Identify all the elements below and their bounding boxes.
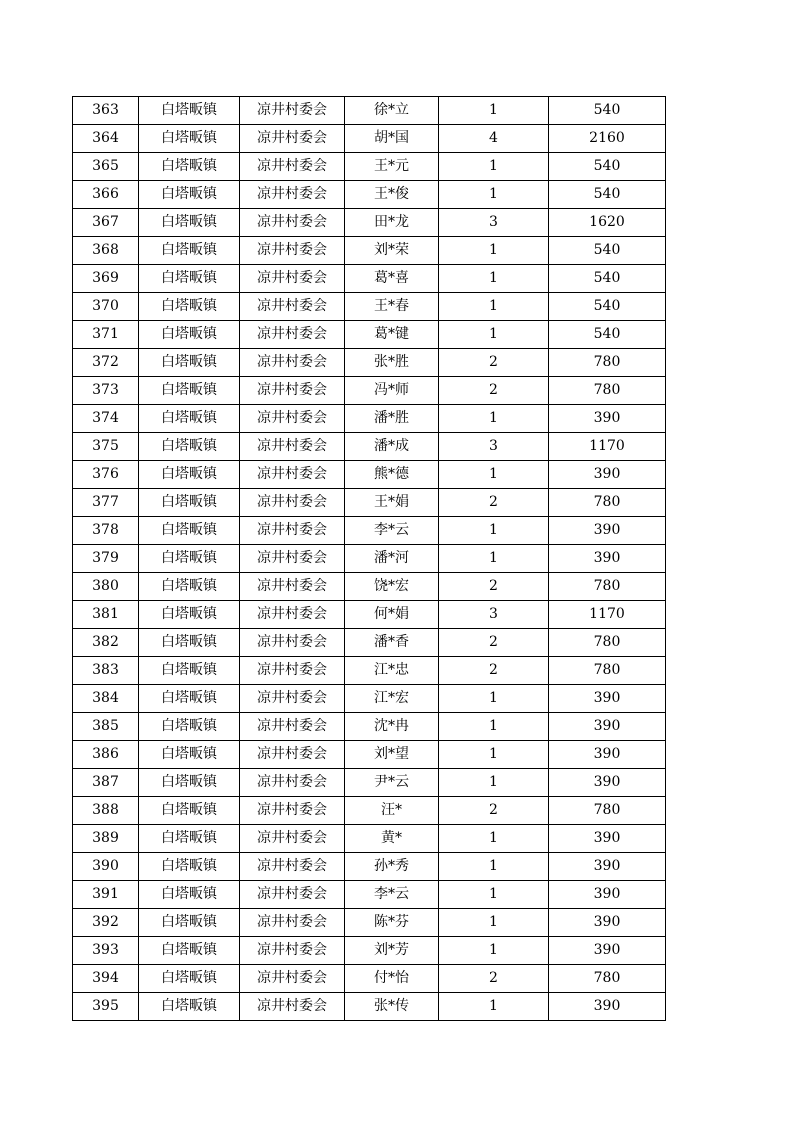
household-count-cell: 1 <box>439 293 549 321</box>
row-number-cell: 374 <box>73 405 139 433</box>
village-cell: 凉井村委会 <box>240 181 345 209</box>
town-cell: 白塔畈镇 <box>139 209 240 237</box>
village-cell: 凉井村委会 <box>240 153 345 181</box>
row-number-cell: 367 <box>73 209 139 237</box>
person-name-cell: 黄* <box>345 825 439 853</box>
village-cell: 凉井村委会 <box>240 517 345 545</box>
town-cell: 白塔畈镇 <box>139 321 240 349</box>
row-number-cell: 377 <box>73 489 139 517</box>
person-name-cell: 冯*师 <box>345 377 439 405</box>
row-number-cell: 376 <box>73 461 139 489</box>
table-row <box>73 461 666 489</box>
amount-cell: 390 <box>549 825 666 853</box>
household-count-cell: 2 <box>439 797 549 825</box>
amount-cell: 780 <box>549 657 666 685</box>
household-count-cell: 1 <box>439 685 549 713</box>
row-number-cell: 365 <box>73 153 139 181</box>
village-cell: 凉井村委会 <box>240 881 345 909</box>
person-name-cell: 田*龙 <box>345 209 439 237</box>
town-cell: 白塔畈镇 <box>139 629 240 657</box>
table-row <box>73 629 666 657</box>
table-row <box>73 909 666 937</box>
person-name-cell: 刘*荣 <box>345 237 439 265</box>
village-cell: 凉井村委会 <box>240 377 345 405</box>
row-number-cell: 373 <box>73 377 139 405</box>
amount-cell: 780 <box>549 349 666 377</box>
amount-cell: 780 <box>549 573 666 601</box>
row-number-cell: 380 <box>73 573 139 601</box>
amount-cell: 1620 <box>549 209 666 237</box>
table-row <box>73 937 666 965</box>
table-row <box>73 657 666 685</box>
amount-cell: 540 <box>549 181 666 209</box>
town-cell: 白塔畈镇 <box>139 713 240 741</box>
row-number-cell: 371 <box>73 321 139 349</box>
person-name-cell: 孙*秀 <box>345 853 439 881</box>
town-cell: 白塔畈镇 <box>139 909 240 937</box>
village-cell: 凉井村委会 <box>240 405 345 433</box>
amount-cell: 390 <box>549 993 666 1021</box>
household-count-cell: 1 <box>439 461 549 489</box>
household-count-cell: 1 <box>439 545 549 573</box>
village-cell: 凉井村委会 <box>240 937 345 965</box>
row-number-cell: 383 <box>73 657 139 685</box>
village-cell: 凉井村委会 <box>240 97 345 125</box>
village-cell: 凉井村委会 <box>240 909 345 937</box>
village-cell: 凉井村委会 <box>240 741 345 769</box>
person-name-cell: 胡*国 <box>345 125 439 153</box>
town-cell: 白塔畈镇 <box>139 573 240 601</box>
amount-cell: 390 <box>549 713 666 741</box>
person-name-cell: 潘*成 <box>345 433 439 461</box>
person-name-cell: 陈*芬 <box>345 909 439 937</box>
person-name-cell: 葛*键 <box>345 321 439 349</box>
household-count-cell: 2 <box>439 657 549 685</box>
row-number-cell: 363 <box>73 97 139 125</box>
amount-cell: 780 <box>549 797 666 825</box>
town-cell: 白塔畈镇 <box>139 489 240 517</box>
table-row <box>73 237 666 265</box>
town-cell: 白塔畈镇 <box>139 349 240 377</box>
row-number-cell: 392 <box>73 909 139 937</box>
village-cell: 凉井村委会 <box>240 601 345 629</box>
row-number-cell: 379 <box>73 545 139 573</box>
amount-cell: 390 <box>549 405 666 433</box>
household-count-cell: 3 <box>439 433 549 461</box>
household-count-cell: 2 <box>439 573 549 601</box>
household-count-cell: 2 <box>439 349 549 377</box>
village-cell: 凉井村委会 <box>240 293 345 321</box>
amount-cell: 1170 <box>549 601 666 629</box>
town-cell: 白塔畈镇 <box>139 685 240 713</box>
person-name-cell: 刘*芳 <box>345 937 439 965</box>
amount-cell: 540 <box>549 265 666 293</box>
household-count-cell: 1 <box>439 321 549 349</box>
village-cell: 凉井村委会 <box>240 573 345 601</box>
amount-cell: 390 <box>549 741 666 769</box>
household-count-cell: 2 <box>439 489 549 517</box>
household-count-cell: 1 <box>439 853 549 881</box>
household-count-cell: 4 <box>439 125 549 153</box>
household-count-cell: 1 <box>439 909 549 937</box>
row-number-cell: 390 <box>73 853 139 881</box>
person-name-cell: 张*胜 <box>345 349 439 377</box>
row-number-cell: 370 <box>73 293 139 321</box>
household-count-cell: 1 <box>439 825 549 853</box>
amount-cell: 540 <box>549 321 666 349</box>
amount-cell: 780 <box>549 629 666 657</box>
table-row <box>73 153 666 181</box>
table-row <box>73 601 666 629</box>
person-name-cell: 葛*喜 <box>345 265 439 293</box>
table-row <box>73 965 666 993</box>
person-name-cell: 沈*冉 <box>345 713 439 741</box>
amount-cell: 390 <box>549 769 666 797</box>
person-name-cell: 潘*香 <box>345 629 439 657</box>
town-cell: 白塔畈镇 <box>139 741 240 769</box>
town-cell: 白塔畈镇 <box>139 769 240 797</box>
household-count-cell: 1 <box>439 993 549 1021</box>
amount-cell: 390 <box>549 461 666 489</box>
table-row <box>73 489 666 517</box>
person-name-cell: 王*元 <box>345 153 439 181</box>
table-row <box>73 349 666 377</box>
village-cell: 凉井村委会 <box>240 825 345 853</box>
town-cell: 白塔畈镇 <box>139 293 240 321</box>
person-name-cell: 饶*宏 <box>345 573 439 601</box>
row-number-cell: 388 <box>73 797 139 825</box>
person-name-cell: 付*怡 <box>345 965 439 993</box>
amount-cell: 390 <box>549 517 666 545</box>
village-cell: 凉井村委会 <box>240 125 345 153</box>
table-row <box>73 405 666 433</box>
amount-cell: 390 <box>549 909 666 937</box>
row-number-cell: 386 <box>73 741 139 769</box>
household-count-cell: 1 <box>439 153 549 181</box>
town-cell: 白塔畈镇 <box>139 657 240 685</box>
amount-cell: 1170 <box>549 433 666 461</box>
town-cell: 白塔畈镇 <box>139 181 240 209</box>
table-row <box>73 265 666 293</box>
amount-cell: 390 <box>549 545 666 573</box>
person-name-cell: 王*娟 <box>345 489 439 517</box>
village-cell: 凉井村委会 <box>240 321 345 349</box>
table-row <box>73 881 666 909</box>
row-number-cell: 372 <box>73 349 139 377</box>
village-cell: 凉井村委会 <box>240 545 345 573</box>
row-number-cell: 375 <box>73 433 139 461</box>
amount-cell: 540 <box>549 153 666 181</box>
table-row <box>73 377 666 405</box>
village-cell: 凉井村委会 <box>240 629 345 657</box>
amount-cell: 390 <box>549 937 666 965</box>
table-row <box>73 993 666 1021</box>
amount-cell: 780 <box>549 965 666 993</box>
household-count-cell: 1 <box>439 937 549 965</box>
village-cell: 凉井村委会 <box>240 769 345 797</box>
person-name-cell: 汪* <box>345 797 439 825</box>
person-name-cell: 尹*云 <box>345 769 439 797</box>
table-row <box>73 853 666 881</box>
village-cell: 凉井村委会 <box>240 797 345 825</box>
household-count-cell: 1 <box>439 517 549 545</box>
town-cell: 白塔畈镇 <box>139 853 240 881</box>
table-row <box>73 685 666 713</box>
table-row <box>73 545 666 573</box>
person-name-cell: 何*娟 <box>345 601 439 629</box>
person-name-cell: 李*云 <box>345 881 439 909</box>
table-row <box>73 741 666 769</box>
row-number-cell: 393 <box>73 937 139 965</box>
person-name-cell: 刘*望 <box>345 741 439 769</box>
village-cell: 凉井村委会 <box>240 853 345 881</box>
household-count-cell: 1 <box>439 97 549 125</box>
amount-cell: 390 <box>549 881 666 909</box>
amount-cell: 390 <box>549 685 666 713</box>
table-row <box>73 825 666 853</box>
person-name-cell: 李*云 <box>345 517 439 545</box>
row-number-cell: 389 <box>73 825 139 853</box>
row-number-cell: 366 <box>73 181 139 209</box>
town-cell: 白塔畈镇 <box>139 377 240 405</box>
row-number-cell: 369 <box>73 265 139 293</box>
town-cell: 白塔畈镇 <box>139 797 240 825</box>
table-row <box>73 713 666 741</box>
household-count-cell: 3 <box>439 209 549 237</box>
town-cell: 白塔畈镇 <box>139 601 240 629</box>
table-row <box>73 181 666 209</box>
row-number-cell: 382 <box>73 629 139 657</box>
village-cell: 凉井村委会 <box>240 349 345 377</box>
town-cell: 白塔畈镇 <box>139 517 240 545</box>
table-row <box>73 293 666 321</box>
row-number-cell: 394 <box>73 965 139 993</box>
town-cell: 白塔畈镇 <box>139 993 240 1021</box>
village-cell: 凉井村委会 <box>240 993 345 1021</box>
amount-cell: 2160 <box>549 125 666 153</box>
household-count-cell: 1 <box>439 181 549 209</box>
town-cell: 白塔畈镇 <box>139 461 240 489</box>
village-cell: 凉井村委会 <box>240 265 345 293</box>
table-row <box>73 321 666 349</box>
person-name-cell: 熊*德 <box>345 461 439 489</box>
household-count-cell: 2 <box>439 965 549 993</box>
table-row <box>73 209 666 237</box>
person-name-cell: 江*宏 <box>345 685 439 713</box>
town-cell: 白塔畈镇 <box>139 965 240 993</box>
person-name-cell: 潘*河 <box>345 545 439 573</box>
village-cell: 凉井村委会 <box>240 209 345 237</box>
household-count-cell: 1 <box>439 741 549 769</box>
row-number-cell: 391 <box>73 881 139 909</box>
row-number-cell: 364 <box>73 125 139 153</box>
person-name-cell: 王*春 <box>345 293 439 321</box>
village-cell: 凉井村委会 <box>240 461 345 489</box>
table-row <box>73 517 666 545</box>
household-count-cell: 1 <box>439 265 549 293</box>
village-cell: 凉井村委会 <box>240 433 345 461</box>
person-name-cell: 江*忠 <box>345 657 439 685</box>
household-count-cell: 1 <box>439 713 549 741</box>
village-cell: 凉井村委会 <box>240 657 345 685</box>
data-table <box>72 96 666 1021</box>
village-cell: 凉井村委会 <box>240 713 345 741</box>
person-name-cell: 王*俊 <box>345 181 439 209</box>
person-name-cell: 潘*胜 <box>345 405 439 433</box>
town-cell: 白塔畈镇 <box>139 265 240 293</box>
table-row <box>73 769 666 797</box>
row-number-cell: 368 <box>73 237 139 265</box>
household-count-cell: 1 <box>439 237 549 265</box>
household-count-cell: 2 <box>439 629 549 657</box>
town-cell: 白塔畈镇 <box>139 545 240 573</box>
household-count-cell: 2 <box>439 377 549 405</box>
village-cell: 凉井村委会 <box>240 489 345 517</box>
town-cell: 白塔畈镇 <box>139 433 240 461</box>
amount-cell: 390 <box>549 853 666 881</box>
town-cell: 白塔畈镇 <box>139 125 240 153</box>
row-number-cell: 387 <box>73 769 139 797</box>
town-cell: 白塔畈镇 <box>139 937 240 965</box>
row-number-cell: 385 <box>73 713 139 741</box>
town-cell: 白塔畈镇 <box>139 825 240 853</box>
person-name-cell: 徐*立 <box>345 97 439 125</box>
amount-cell: 540 <box>549 237 666 265</box>
row-number-cell: 378 <box>73 517 139 545</box>
town-cell: 白塔畈镇 <box>139 881 240 909</box>
town-cell: 白塔畈镇 <box>139 153 240 181</box>
village-cell: 凉井村委会 <box>240 685 345 713</box>
row-number-cell: 384 <box>73 685 139 713</box>
table-row <box>73 125 666 153</box>
table-row <box>73 797 666 825</box>
amount-cell: 540 <box>549 293 666 321</box>
village-cell: 凉井村委会 <box>240 237 345 265</box>
household-count-cell: 1 <box>439 881 549 909</box>
table-row <box>73 97 666 125</box>
row-number-cell: 381 <box>73 601 139 629</box>
town-cell: 白塔畈镇 <box>139 97 240 125</box>
household-count-cell: 1 <box>439 405 549 433</box>
person-name-cell: 张*传 <box>345 993 439 1021</box>
household-count-cell: 1 <box>439 769 549 797</box>
town-cell: 白塔畈镇 <box>139 405 240 433</box>
household-count-cell: 3 <box>439 601 549 629</box>
row-number-cell: 395 <box>73 993 139 1021</box>
amount-cell: 780 <box>549 377 666 405</box>
town-cell: 白塔畈镇 <box>139 237 240 265</box>
amount-cell: 780 <box>549 489 666 517</box>
amount-cell: 540 <box>549 97 666 125</box>
village-cell: 凉井村委会 <box>240 965 345 993</box>
table-row <box>73 573 666 601</box>
table-body <box>73 97 666 1021</box>
table-row <box>73 433 666 461</box>
